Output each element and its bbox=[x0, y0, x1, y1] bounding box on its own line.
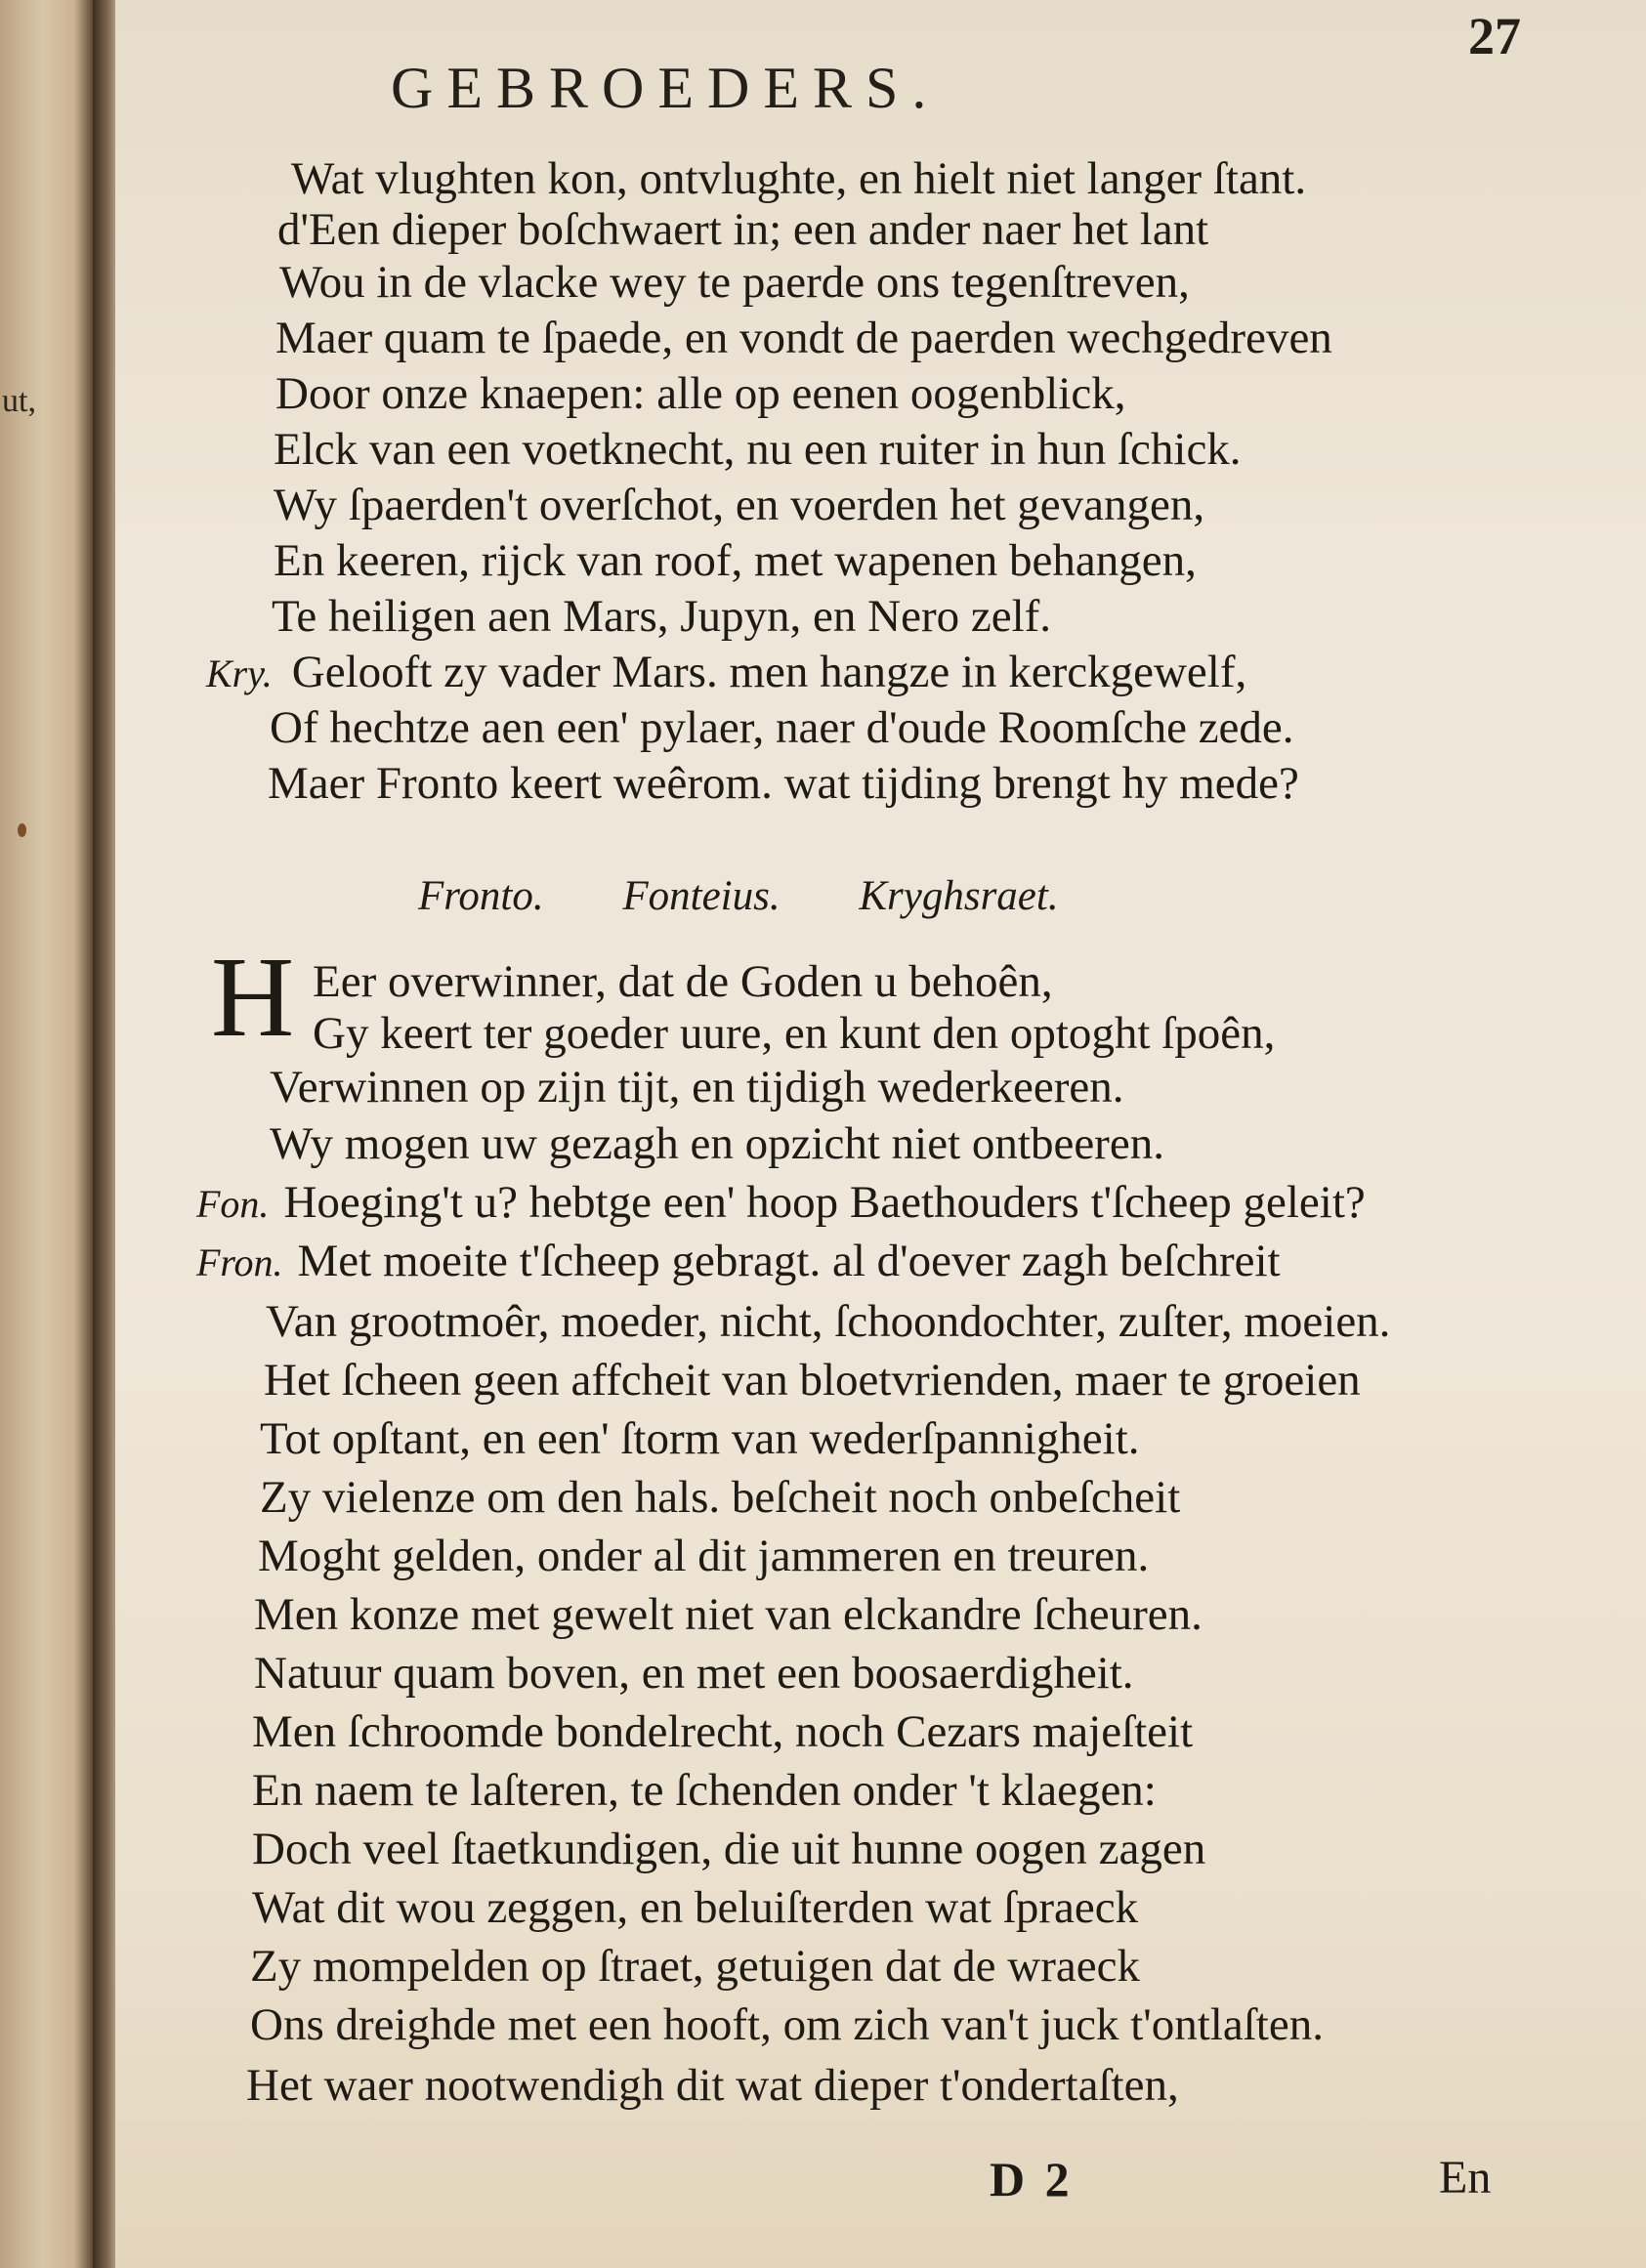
verse-line bbox=[266, 1296, 1391, 1347]
verse-line bbox=[313, 1008, 1276, 1059]
scene-heading bbox=[418, 872, 1127, 920]
verse-text: Moght gelden, onder al dit jammeren en treuren. bbox=[258, 1531, 1150, 1581]
verse-line bbox=[260, 1472, 1181, 1523]
verse-line bbox=[270, 702, 1294, 753]
speaker-label: Fron. bbox=[196, 1240, 283, 1284]
verse-line bbox=[252, 1882, 1139, 1933]
verse-text: Gelooft zy vader Mars. men hangze in kerckgewelf, bbox=[291, 647, 1247, 697]
verse-text: Tot opſtant, en een' ſtorm van wederſpannigheit. bbox=[260, 1413, 1140, 1464]
verse-text: Door onze knaepen: alle op eenen oogenblick, bbox=[275, 368, 1126, 419]
verse-line bbox=[274, 480, 1205, 530]
verse-text: Ons dreighde met een hooft, om zich van't juck t'ontlaſten. bbox=[250, 1999, 1324, 2050]
facing-page-ink-spot bbox=[18, 823, 26, 837]
verse-line bbox=[250, 1941, 1140, 1992]
verse-text: En naem te laſteren, te ſchenden onder 't klaegen: bbox=[252, 1765, 1157, 1816]
verse-text: Het ſcheen geen affcheit van bloetvrienden, maer te groeien bbox=[264, 1355, 1361, 1406]
verse-text: Het waer nootwendigh dit wat dieper t'ondertaſten, bbox=[246, 2060, 1179, 2111]
verse-line bbox=[277, 204, 1209, 255]
facing-page-text-fragment: ut, bbox=[2, 383, 36, 419]
verse-text: Zy vielenze om den hals. beſcheit noch onbeſcheit bbox=[260, 1472, 1181, 1523]
scene-character: Fonteius. bbox=[622, 873, 781, 919]
verse-line bbox=[291, 153, 1307, 204]
verse-text: Hoeging't u? hebtge een' hoop Baethouders t'ſcheep geleit? bbox=[283, 1177, 1366, 1228]
verse-line bbox=[250, 1999, 1324, 2050]
speaker-label: Fon. bbox=[196, 1182, 270, 1226]
verse-text: Van grootmoêr, moeder, nicht, ſchoondochter, zuſter, moeien. bbox=[266, 1296, 1391, 1347]
book-page bbox=[115, 0, 1646, 2268]
verse-text: Men ſchroomde bondelrecht, noch Cezars majeſteit bbox=[252, 1706, 1194, 1757]
verse-line bbox=[275, 315, 1332, 361]
verse-line bbox=[252, 1824, 1206, 1874]
verse-line bbox=[196, 1236, 1281, 1286]
verse-text: Wat dit wou zeggen, en beluiſterden wat ſpraeck bbox=[252, 1882, 1139, 1933]
verse-text: Zy mompelden op ſtraet, getuigen dat de wraeck bbox=[250, 1941, 1140, 1992]
verse-line bbox=[279, 257, 1190, 308]
verse-text: Verwinnen op zijn tijt, en tijdigh wederkeeren. bbox=[270, 1062, 1124, 1113]
verse-text: Men konze met gewelt niet van elckandre ſcheuren. bbox=[254, 1589, 1203, 1640]
verse-text: Maer Fronto keert weêrom. wat tijding brengt hy mede? bbox=[268, 758, 1299, 809]
verse-line bbox=[270, 1118, 1164, 1169]
signature-mark: D 2 bbox=[990, 2152, 1074, 2206]
verse-text: Wy ſpaerden't overſchot, en voerden het gevangen, bbox=[274, 480, 1205, 530]
verse-line bbox=[313, 956, 1053, 1007]
running-head: GEBROEDERS. bbox=[391, 56, 941, 120]
verse-text: d'Een dieper boſchwaert in; een ander naer het lant bbox=[277, 204, 1209, 255]
verse-text: Of hechtze aen een' pylaer, naer d'oude Roomſche zede. bbox=[270, 702, 1294, 753]
verse-line bbox=[254, 1589, 1203, 1640]
verse-text: Eer overwinner, dat de Goden u behoên, bbox=[313, 956, 1053, 1007]
verse-line bbox=[264, 1355, 1361, 1406]
verse-line bbox=[272, 591, 1052, 642]
verse-text: Gy keert ter goeder uure, en kunt den optoght ſpoên, bbox=[313, 1008, 1276, 1059]
verse-line bbox=[196, 1177, 1366, 1228]
verse-line bbox=[252, 1706, 1194, 1757]
verse-line bbox=[260, 1413, 1140, 1464]
verse-line bbox=[246, 2060, 1179, 2111]
verse-text: En keeren, rijck van roof, met wapenen behangen, bbox=[274, 535, 1197, 586]
catchword: En bbox=[1439, 2152, 1492, 2204]
verse-line bbox=[254, 1648, 1134, 1699]
verse-text: Te heiligen aen Mars, Jupyn, en Nero zelf. bbox=[272, 591, 1052, 642]
verse-text: Wou in de vlacke wey te paerde ons tegenſtreven, bbox=[279, 257, 1190, 308]
drop-initial: H bbox=[211, 933, 295, 1061]
verse-line bbox=[274, 424, 1242, 475]
verse-line bbox=[252, 1765, 1157, 1816]
verse-text: Wat vlughten kon, ontvlughte, en hielt niet langer ſtant. bbox=[291, 153, 1307, 204]
verse-line bbox=[274, 535, 1197, 586]
verse-text: Doch veel ſtaetkundigen, die uit hunne oogen zagen bbox=[252, 1824, 1206, 1874]
speaker-label: Kry. bbox=[206, 651, 273, 695]
verse-text: Maer quam te ſpaede, en vondt de paerden wechgedreven bbox=[275, 313, 1332, 363]
verse-text: Met moeite t'ſcheep gebragt. al d'oever zagh beſchreit bbox=[297, 1236, 1281, 1286]
scene-character: Kryghsraet. bbox=[859, 873, 1059, 919]
verse-line bbox=[270, 1062, 1124, 1113]
facing-page-edge bbox=[0, 0, 93, 2268]
scene-character: Fronto. bbox=[418, 873, 544, 919]
verse-line bbox=[268, 758, 1299, 809]
verse-text: Elck van een voetknecht, nu een ruiter in hun ſchick. bbox=[274, 424, 1242, 475]
verse-text: Wy mogen uw gezagh en opzicht niet ontbeeren. bbox=[270, 1118, 1164, 1169]
verse-line bbox=[275, 368, 1126, 419]
verse-line bbox=[258, 1533, 1149, 1579]
verse-line bbox=[206, 647, 1247, 697]
page-number: 27 bbox=[1468, 7, 1521, 65]
verse-text: Natuur quam boven, en met een boosaerdigheit. bbox=[254, 1648, 1134, 1699]
